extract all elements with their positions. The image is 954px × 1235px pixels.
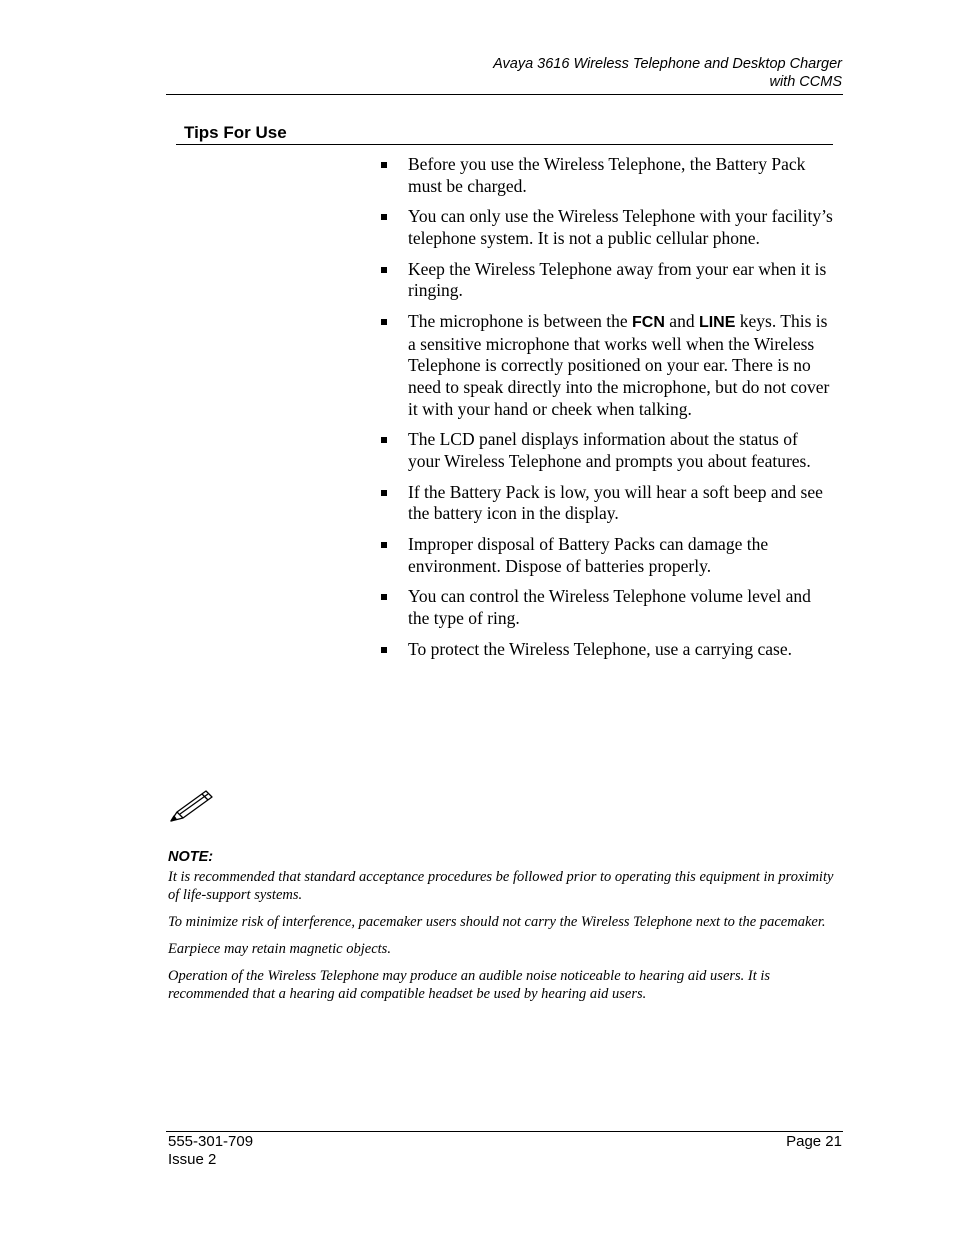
document-number: 555-301-709 (168, 1133, 254, 1150)
tip-text: The LCD panel displays information about the status of your Wireless Telephone and prompts you about features. (408, 429, 811, 471)
square-bullet-icon (381, 162, 387, 168)
note-paragraph: Operation of the Wireless Telephone may produce an audible noise noticeable to hearing aid users. It is recommended that a hearing aid compatible headset be used by hearing aid users. (168, 968, 771, 1002)
list-item (378, 639, 834, 661)
list-item (378, 259, 834, 302)
square-bullet-icon (381, 594, 387, 600)
tip-text: Keep the Wireless Telephone away from your ear when it is ringing. (408, 258, 827, 301)
list-item (378, 206, 834, 249)
page-number: Page 21 (786, 1133, 842, 1150)
tip-text (408, 311, 829, 418)
list-item (378, 534, 834, 577)
tip-text: If the Battery Pack is low, you will hear a soft beep and see the battery icon in the display. (408, 481, 823, 524)
section-title: Tips For Use (184, 123, 287, 142)
tip-text-post: keys. This is a sensitive microphone that works well when the Wireless Telephone is correctly positioned on your ear. There is no need to speak directly into the microphone, but do not cover it with your hand or cheek when talking. (408, 311, 830, 419)
list-item (378, 429, 834, 472)
line-key-label: LINE (698, 314, 736, 332)
note-paragraph: Earpiece may retain magnetic objects. (168, 941, 391, 957)
note-label: NOTE: (168, 849, 214, 865)
list-item (378, 311, 834, 420)
square-bullet-icon (381, 214, 387, 220)
issue-number: Issue 2 (168, 1151, 217, 1168)
list-item (378, 482, 834, 525)
fcn-key-label: FCN (632, 314, 665, 332)
list-item (378, 586, 834, 629)
square-bullet-icon (381, 490, 387, 496)
square-bullet-icon (381, 542, 387, 548)
header-divider (166, 94, 843, 95)
footer-left (168, 1133, 253, 1169)
running-header (166, 55, 842, 91)
tip-text: You can only use the Wireless Telephone with your facility’s telephone system. It is not a public cellular phone. (408, 206, 833, 248)
note-paragraph: It is recommended that standard acceptance procedures be followed prior to operating this equipment in proximity of life-support systems. (168, 869, 834, 903)
section-divider (176, 144, 833, 145)
header-title-line1: Avaya 3616 Wireless Telephone and Desktop Charger (493, 56, 842, 72)
tips-list (378, 154, 834, 670)
note-paragraph: To minimize risk of interference, pacemaker users should not carry the Wireless Telephone next to the pacemaker. (168, 914, 826, 930)
tip-text-mid: and (664, 311, 699, 332)
square-bullet-icon (381, 319, 387, 325)
tip-text: To protect the Wireless Telephone, use a carrying case. (408, 638, 792, 659)
header-title-line2: with CCMS (769, 74, 842, 90)
note-body (168, 868, 836, 1012)
pencil-icon (168, 788, 214, 824)
square-bullet-icon (381, 267, 387, 273)
list-item (378, 154, 834, 197)
square-bullet-icon (381, 437, 387, 443)
tip-text: Improper disposal of Battery Packs can damage the environment. Dispose of batteries properly. (408, 534, 769, 576)
tip-text-pre: The microphone is between the (408, 311, 633, 332)
tip-text: Before you use the Wireless Telephone, the Battery Pack must be charged. (408, 154, 806, 196)
footer-divider (166, 1131, 843, 1132)
tip-text: You can control the Wireless Telephone volume level and the type of ring. (408, 586, 811, 628)
square-bullet-icon (381, 647, 387, 653)
